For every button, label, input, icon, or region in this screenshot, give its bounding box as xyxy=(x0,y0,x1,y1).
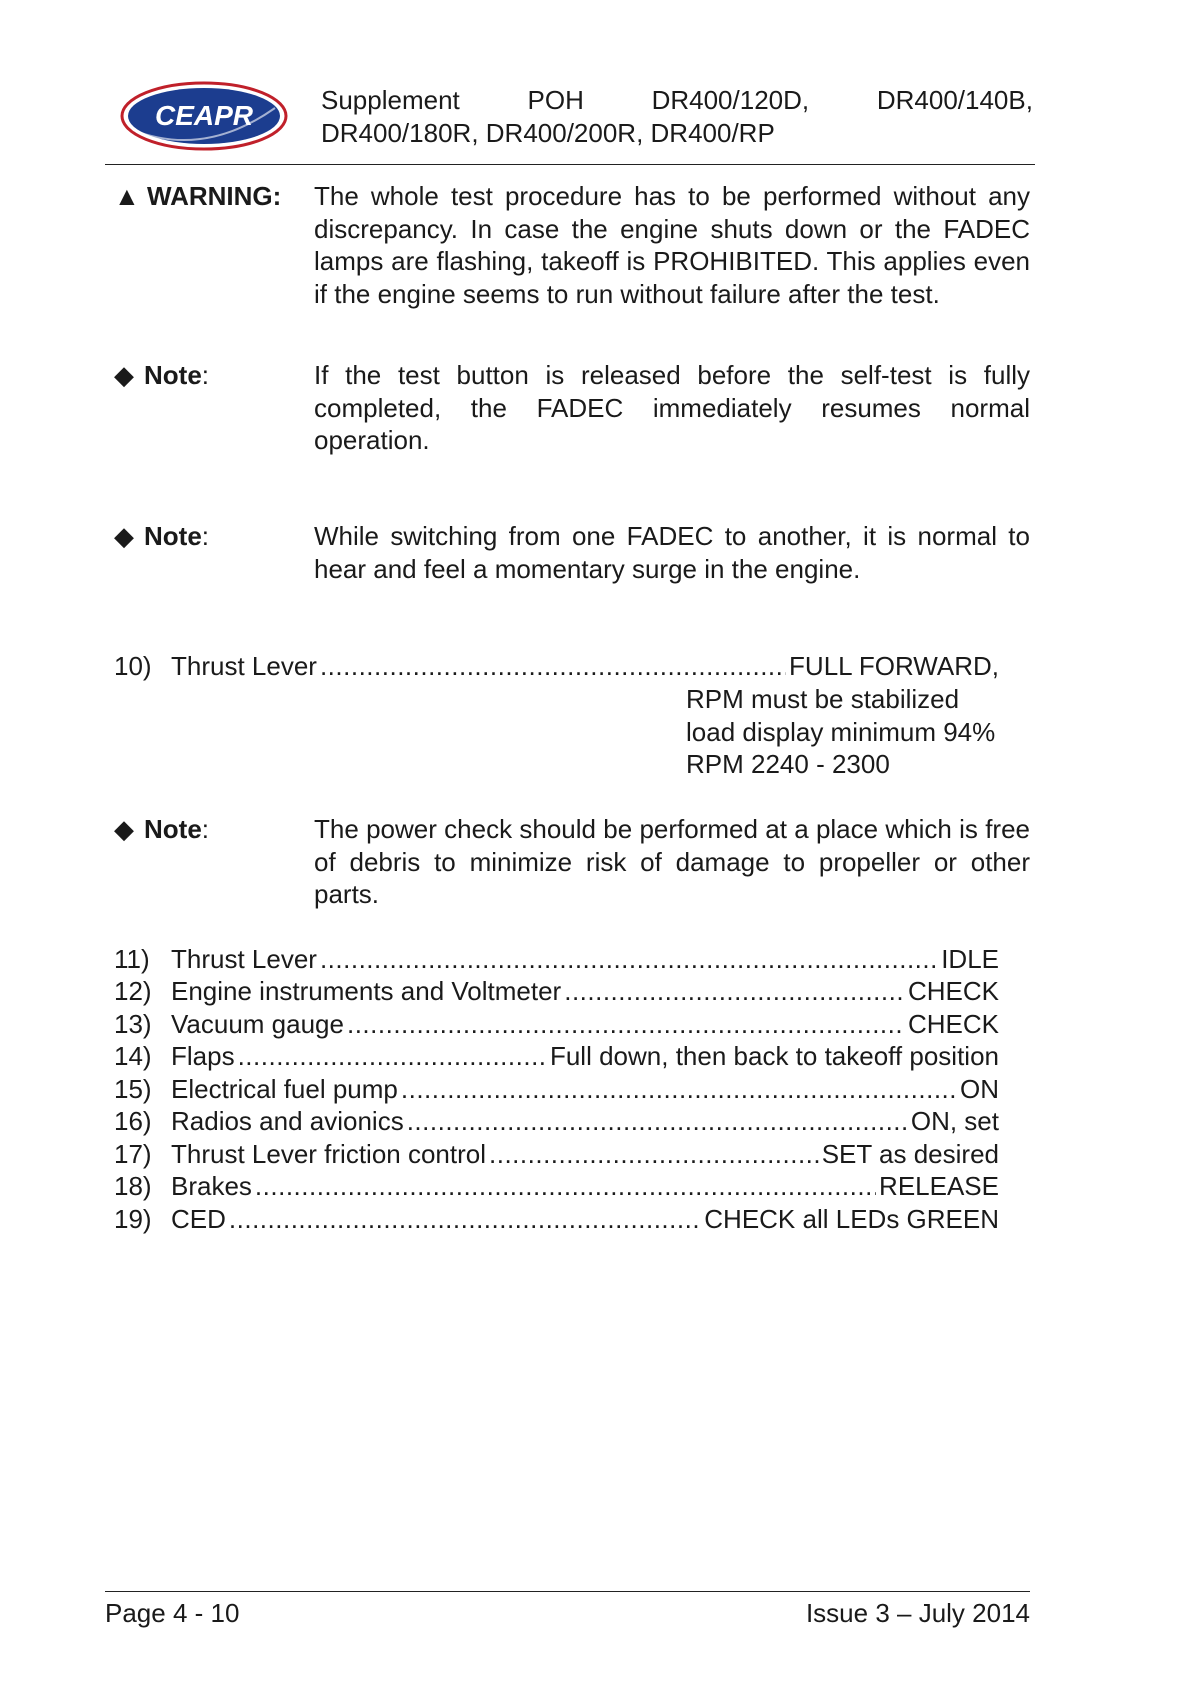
leader-dots xyxy=(407,1105,908,1138)
leader-dots xyxy=(489,1138,819,1171)
checklist-item xyxy=(114,943,999,976)
item-number: 13) xyxy=(114,1009,152,1039)
warning-text: The whole test procedure has to be performed without any discrepancy. In case the engine shuts down or the FADEC lamps are flashing, takeoff is PROHIBITED. This applies even if the engine seems to run without failure after the test. xyxy=(314,181,1030,309)
page-number: Page 4 - 10 xyxy=(105,1598,240,1628)
step10-detail: RPM must be stabilized xyxy=(686,684,960,714)
item-value: IDLE xyxy=(941,944,999,974)
item-number: 19) xyxy=(114,1204,152,1234)
item-value: ON xyxy=(960,1074,999,1104)
warning-label: ▲ WARNING: xyxy=(114,181,282,211)
note-label: ◆ Note: xyxy=(114,360,210,390)
checklist-item xyxy=(114,1040,999,1073)
item-number: 18) xyxy=(114,1171,152,1201)
ceapr-logo xyxy=(119,78,289,154)
item-label: Vacuum gauge xyxy=(171,1009,344,1039)
item-value: Full down, then back to takeoff position xyxy=(549,1041,999,1071)
checklist-item xyxy=(114,1008,999,1041)
item-label: Flaps xyxy=(171,1041,235,1071)
item-label: Radios and avionics xyxy=(171,1106,404,1136)
item-label: CED xyxy=(171,1204,226,1234)
leader-dots xyxy=(564,975,905,1008)
step10-detail: RPM 2240 - 2300 xyxy=(686,749,890,779)
checklist-item xyxy=(114,975,999,1008)
leader-dots xyxy=(320,943,938,976)
page-header xyxy=(105,78,1035,165)
title-word: Supplement xyxy=(321,85,460,115)
item-value: SET as desired xyxy=(821,1139,999,1169)
issue-date: Issue 3 – July 2014 xyxy=(805,1598,1030,1628)
note-block xyxy=(114,813,1030,911)
item-value: ON, set xyxy=(910,1106,999,1136)
item-value: CHECK all LEDs GREEN xyxy=(704,1204,999,1234)
note-text: If the test button is released before the self-test is fully completed, the FADEC immediately resumes normal operation. xyxy=(314,360,1030,455)
item-number: 16) xyxy=(114,1106,152,1136)
checklist-item xyxy=(114,1073,999,1106)
item-number: 15) xyxy=(114,1074,152,1104)
item-value: FULL FORWARD, xyxy=(789,651,999,681)
note-text: The power check should be performed at a place which is free of debris to minimize risk of damage to propeller or other parts. xyxy=(314,814,1030,909)
diamond-icon: ◆ xyxy=(114,360,134,390)
item-label: Thrust Lever xyxy=(171,651,317,681)
note-text: While switching from one FADEC to another, it is normal to hear and feel a momentary surge in the engine. xyxy=(314,521,1030,584)
checklist-item xyxy=(114,1203,999,1236)
note-block xyxy=(114,359,1030,457)
checklist-item xyxy=(114,1138,999,1171)
diamond-icon: ◆ xyxy=(114,814,134,844)
checklist-item xyxy=(114,650,999,683)
diamond-icon: ◆ xyxy=(114,521,134,551)
warning-triangle-icon: ▲ xyxy=(114,181,140,211)
warning-block xyxy=(114,180,1030,310)
page-footer xyxy=(105,1591,1030,1629)
item-label: Electrical fuel pump xyxy=(171,1074,398,1104)
item-number: 11) xyxy=(114,944,150,974)
title-word: DR400/140B, xyxy=(876,85,1033,115)
item-number: 14) xyxy=(114,1041,152,1071)
leader-dots xyxy=(320,650,786,683)
checklist-item xyxy=(114,1170,999,1203)
item-value: RELEASE xyxy=(879,1171,999,1201)
note-label: ◆ Note: xyxy=(114,521,210,551)
item-label: Thrust Lever xyxy=(171,944,317,974)
item-value: CHECK xyxy=(907,976,999,1006)
item-value: CHECK xyxy=(907,1009,999,1039)
title-word: POH xyxy=(527,85,584,115)
note-label: ◆ Note: xyxy=(114,814,210,844)
note-block xyxy=(114,520,1030,585)
leader-dots xyxy=(255,1170,876,1203)
title-word: DR400/120D, xyxy=(651,85,810,115)
leader-dots xyxy=(229,1203,701,1236)
leader-dots xyxy=(401,1073,957,1106)
document-title xyxy=(321,84,1033,150)
item-label: Brakes xyxy=(171,1171,252,1201)
checklist-item xyxy=(114,1105,999,1138)
title-line-2: DR400/180R, DR400/200R, DR400/RP xyxy=(321,118,775,148)
leader-dots xyxy=(238,1040,547,1073)
item-label: Thrust Lever friction control xyxy=(171,1139,487,1169)
item-number: 17) xyxy=(114,1139,152,1169)
svg-text:CEAPR: CEAPR xyxy=(154,100,254,131)
step10-detail: load display minimum 94% xyxy=(686,717,996,747)
item-number: 12) xyxy=(114,976,152,1006)
item-label: Engine instruments and Voltmeter xyxy=(171,976,562,1006)
leader-dots xyxy=(347,1008,905,1041)
item-number: 10) xyxy=(114,651,152,681)
